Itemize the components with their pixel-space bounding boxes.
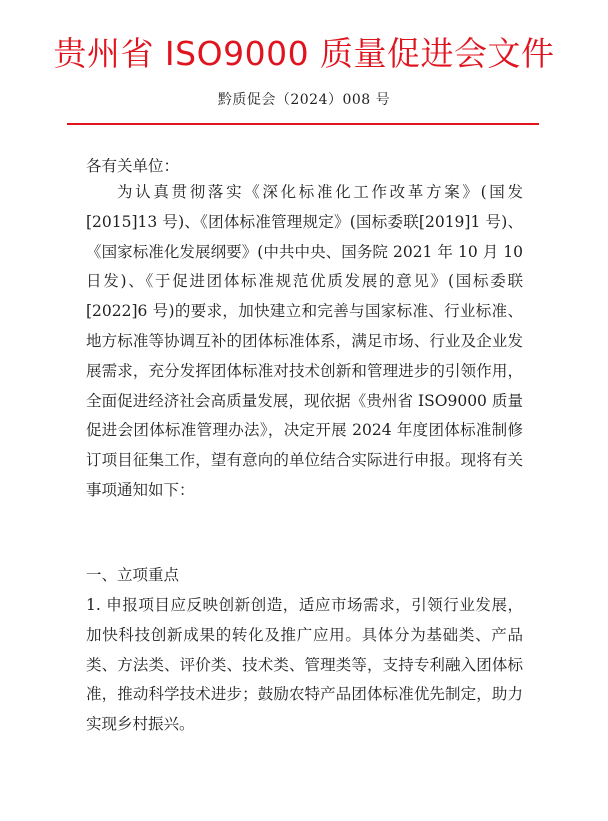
document-header-title: 贵州省 ISO9000 质量促进会文件 xyxy=(53,34,555,73)
document-number: 黔质促会（2024）008 号 xyxy=(217,92,391,108)
salutation: 各有关单位： xyxy=(86,157,180,175)
section-heading: 一、立项重点 xyxy=(86,566,180,584)
intro-paragraph: 为认真贯彻落实《深化标准化工作改革方案》(国发[2015]13 号)、《团体标准管理规定》(国标委联[2019]1 号)、《国家标准化发展纲要》(中共中央、国务院 2021 年 10 月 10 日发)、《于促进团体标准规范优质发展的意见》(国标委联[2022]6 号)的要求，加快建立和完善与国家标准、行业标准、地方标准等协调互补的团体标准体系，满足市场、行业及企业发展需求，充分发挥团体标准对技术创新和管理进步的引领作用，全面促进经济社会高质量发展，现依据《贵州省 ISO9000 质量促进会团体标准管理办法》，决定开展 2024 年度团体标准制修订项目征集工作，望有意向的单位结合实际进行申报。现将有关事项通知如下： xyxy=(86,183,523,499)
section-item-paragraph: 1. 申报项目应反映创新创造，适应市场需求，引领行业发展，加快科技创新成果的转化及推广应用。具体分为基础类、产品类、方法类、评价类、技术类、管理类等，支持专利融入团体标准，推动科学技术进步；鼓励农特产品团体标准优先制定，助力实现乡村振兴。 xyxy=(86,596,523,734)
header-red-divider xyxy=(67,123,539,125)
